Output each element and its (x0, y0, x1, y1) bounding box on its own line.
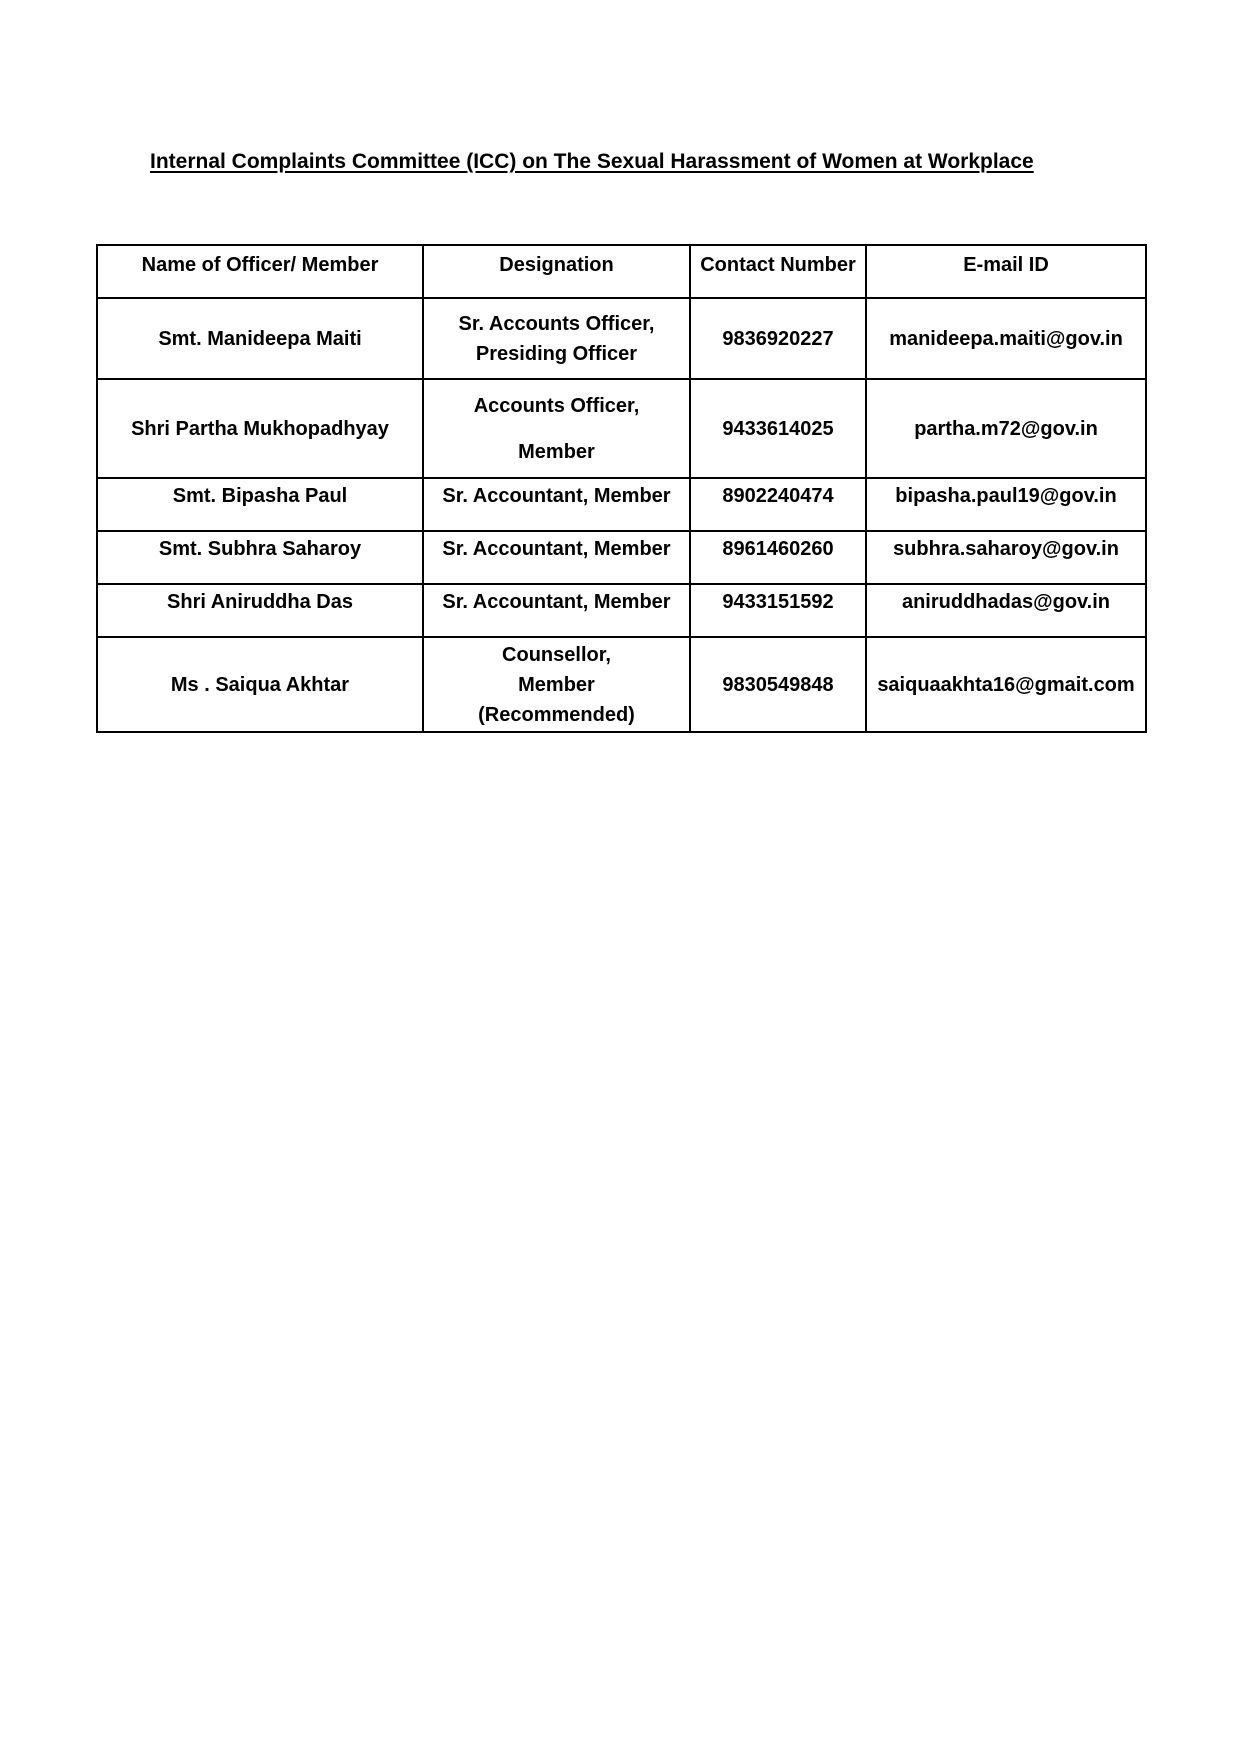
member-name: Shri Aniruddha Das (97, 584, 423, 637)
member-designation: Sr. Accountant, Member (423, 584, 690, 637)
page-title: Internal Complaints Committee (ICC) on The Sexual Harassment of Women at Workplace (150, 150, 1034, 173)
header-email-id: E-mail ID (866, 245, 1146, 298)
member-email: partha.m72@gov.in (866, 379, 1146, 478)
member-contact: 8902240474 (690, 478, 866, 531)
header-contact-number: Contact Number (690, 245, 866, 298)
committee-table (96, 244, 1147, 733)
table-row (97, 298, 1146, 379)
header-name: Name of Officer/ Member (97, 245, 423, 298)
designation-line: Counsellor, (502, 643, 611, 666)
member-name: Shri Partha Mukhopadhyay (97, 379, 423, 478)
designation-line: Member (518, 673, 595, 696)
member-name: Ms . Saiqua Akhtar (97, 637, 423, 732)
member-designation (423, 637, 690, 732)
table-row (97, 637, 1146, 732)
member-email: saiquaakhta16@gmait.com (866, 637, 1146, 732)
member-name: Smt. Bipasha Paul (97, 478, 423, 531)
member-name: Smt. Manideepa Maiti (97, 298, 423, 379)
table-row (97, 584, 1146, 637)
member-contact: 9433151592 (690, 584, 866, 637)
table-row (97, 531, 1146, 584)
table-header-row (97, 245, 1146, 298)
member-contact: 8961460260 (690, 531, 866, 584)
member-contact: 9830549848 (690, 637, 866, 732)
table-row (97, 478, 1146, 531)
member-email: bipasha.paul19@gov.in (866, 478, 1146, 531)
designation-line: Sr. Accounts Officer, (458, 312, 655, 335)
member-contact: 9433614025 (690, 379, 866, 478)
table-row (97, 379, 1146, 478)
header-designation: Designation (423, 245, 690, 298)
member-email: subhra.saharoy@gov.in (866, 531, 1146, 584)
designation-line: Member (518, 440, 595, 463)
designation-line: (Recommended) (478, 703, 635, 726)
member-contact: 9836920227 (690, 298, 866, 379)
member-email: manideepa.maiti@gov.in (866, 298, 1146, 379)
member-email: aniruddhadas@gov.in (866, 584, 1146, 637)
member-designation (423, 379, 690, 478)
member-designation: Sr. Accountant, Member (423, 478, 690, 531)
designation-line: Presiding Officer (475, 342, 638, 365)
member-name: Smt. Subhra Saharoy (97, 531, 423, 584)
designation-line: Accounts Officer, (473, 394, 640, 417)
member-designation: Sr. Accountant, Member (423, 531, 690, 584)
member-designation (423, 298, 690, 379)
